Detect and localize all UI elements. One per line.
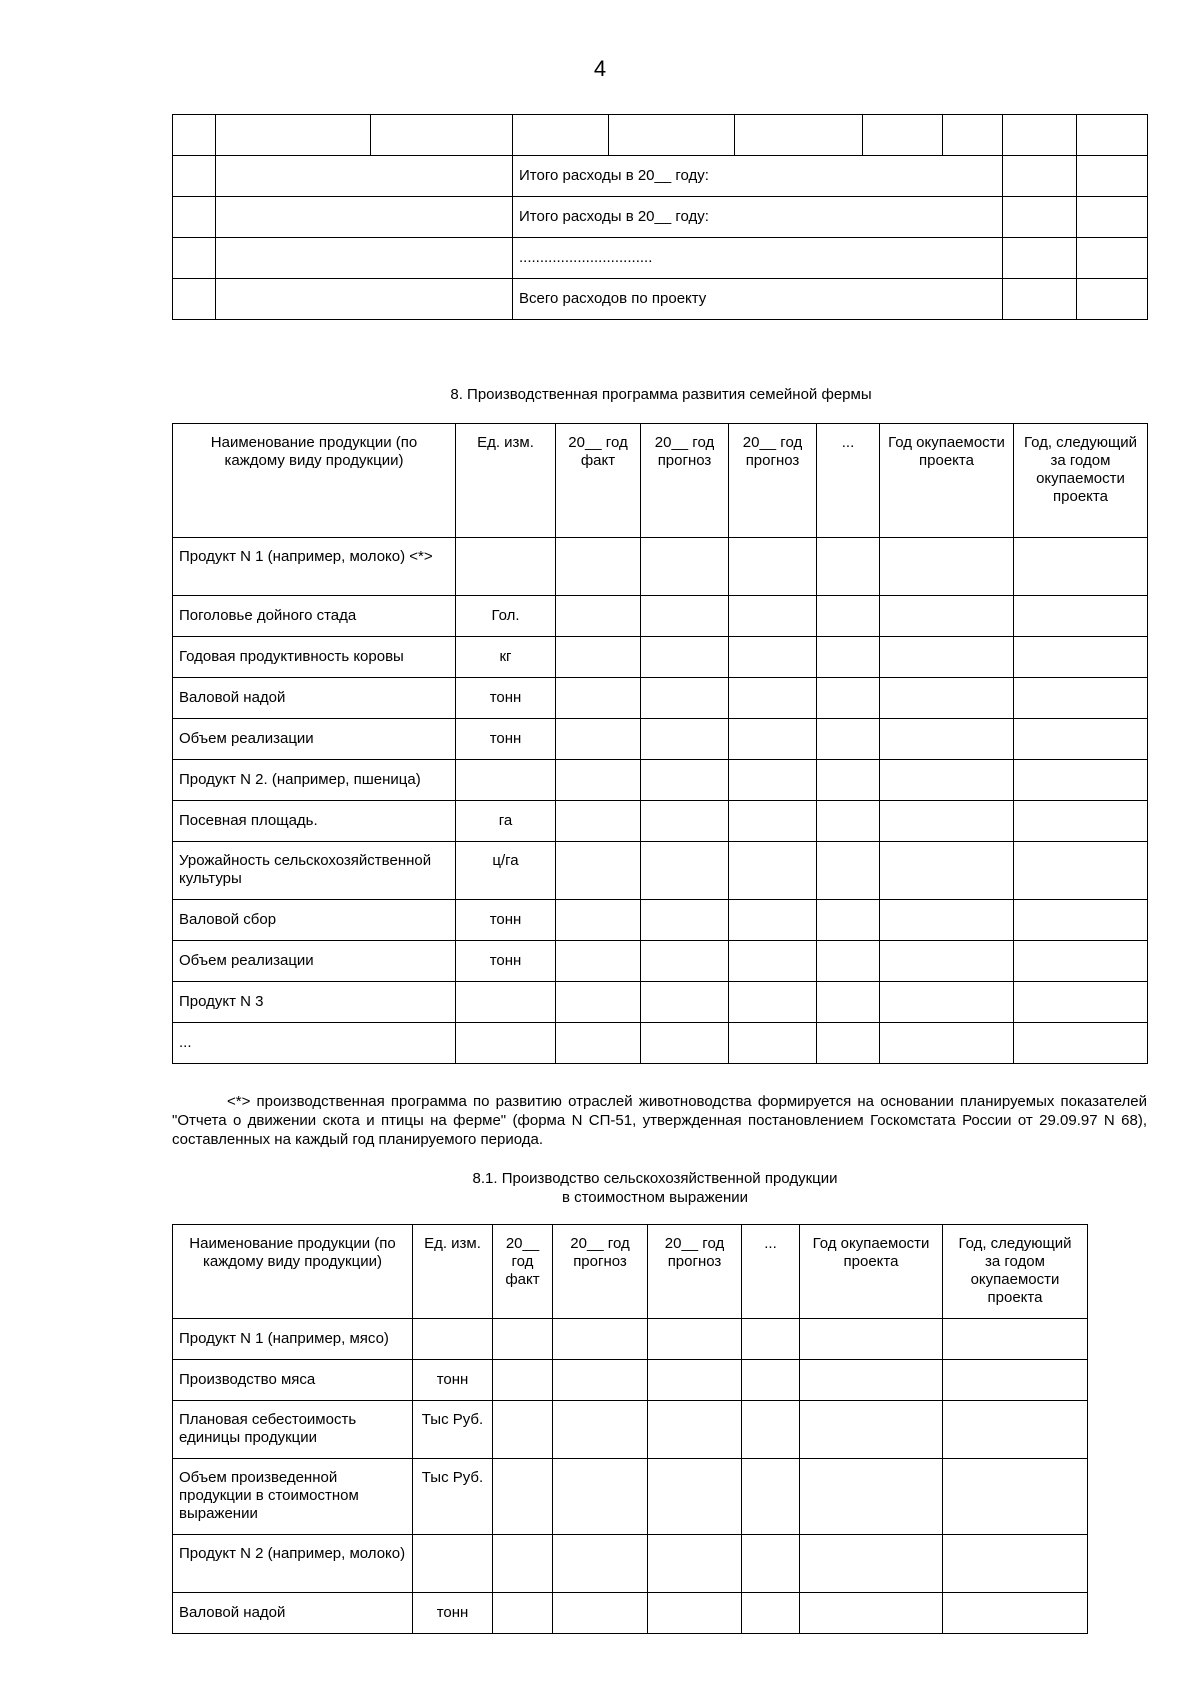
product-name: Посевная площадь. [173,801,456,842]
table-row [173,115,1148,156]
product-name: Годовая продуктивность коровы [173,637,456,678]
column-header: 20__ год факт [493,1225,553,1319]
table-row [173,279,1148,320]
product-name: Продукт N 1 (например, мясо) [173,1319,413,1360]
table-header-row [173,1225,1088,1319]
column-header: Год окупаемости проекта [880,424,1014,538]
product-name: Валовой надой [173,678,456,719]
product-name: Продукт N 2. (например, пшеница) [173,760,456,801]
unit-cell [456,1023,556,1064]
table-row [173,801,1148,842]
unit-cell: тонн [456,678,556,719]
product-name: Валовой сбор [173,900,456,941]
unit-cell [413,1535,493,1593]
table-row [173,842,1148,900]
table-row [173,197,1148,238]
table-row [173,1319,1088,1360]
table-row [173,1401,1088,1459]
unit-cell: кг [456,637,556,678]
product-name: Производство мяса [173,1360,413,1401]
column-header: Год, следующий за годом окупаемости проекта [1014,424,1148,538]
section-8-title: 8. Производственная программа развития семейной фермы [450,386,872,403]
table-row [173,1535,1088,1593]
unit-cell: тонн [413,1593,493,1634]
table-row [173,156,1148,197]
expenses-row-label: Итого расходы в 20__ году: [513,156,1003,197]
table-row [173,1360,1088,1401]
column-header: 20__ год прогноз [729,424,817,538]
expenses-row-label: ................................ [513,238,1003,279]
page-number: 4 [593,56,607,81]
table-row [173,1593,1088,1634]
table-row [173,637,1148,678]
expenses-row-label: Всего расходов по проекту [513,279,1003,320]
unit-cell [413,1319,493,1360]
section-81-title-line2: в стоимостном выражении [561,1189,749,1206]
product-name: Продукт N 1 (например, молоко) <*> [173,538,456,596]
column-header: 20__ год прогноз [553,1225,648,1319]
product-name: Поголовье дойного стада [173,596,456,637]
table-row [173,1023,1148,1064]
table-row [173,1459,1088,1535]
unit-cell: Гол. [456,596,556,637]
column-header: Ед. изм. [456,424,556,538]
column-header: 20__ год факт [556,424,641,538]
table-row [173,238,1148,279]
unit-cell: Тыс Руб. [413,1401,493,1459]
column-header: Наименование продукции (по каждому виду продукции) [173,1225,413,1319]
column-header: Год, следующий за годом окупаемости проекта [943,1225,1088,1319]
product-name: Объем реализации [173,941,456,982]
unit-cell: га [456,801,556,842]
section-81-title-line1: 8.1. Производство сельскохозяйственной продукции [472,1170,838,1187]
table-row [173,982,1148,1023]
product-name: Продукт N 2 (например, молоко) [173,1535,413,1593]
column-header: Ед. изм. [413,1225,493,1319]
product-name: Валовой надой [173,1593,413,1634]
expenses-row-label: Итого расходы в 20__ году: [513,197,1003,238]
table-row [173,900,1148,941]
product-name: Плановая себестоимость единицы продукции [173,1401,413,1459]
footnote: <*> производственная программа по развитию отраслей животноводства формируется на основании планируемых показателей "Отчета о движении скота и птицы на ферме" (форма N СП-51, утвержденная постановлением Госкомстата России от 29.09.97 N 68), составленных на каждый год планируемого периода. [172,1093,1147,1148]
product-name: Объем произведенной продукции в стоимостном выражении [173,1459,413,1535]
table-row [173,596,1148,637]
column-header: Наименование продукции (по каждому виду продукции) [173,424,456,538]
column-header: 20__ год прогноз [641,424,729,538]
table-row [173,538,1148,596]
expenses-table [172,114,1148,320]
production-program-table [172,423,1148,1064]
unit-cell: тонн [456,900,556,941]
unit-cell [456,760,556,801]
column-header: Год окупаемости проекта [800,1225,943,1319]
unit-cell: ц/га [456,842,556,900]
table-header-row [173,424,1148,538]
unit-cell: Тыс Руб. [413,1459,493,1535]
unit-cell [456,982,556,1023]
product-name: Объем реализации [173,719,456,760]
unit-cell [456,538,556,596]
unit-cell: тонн [413,1360,493,1401]
table-row [173,678,1148,719]
column-header: ... [817,424,880,538]
unit-cell: тонн [456,941,556,982]
product-name: Продукт N 3 [173,982,456,1023]
column-header: ... [742,1225,800,1319]
product-name: ... [173,1023,456,1064]
table-row [173,719,1148,760]
table-row [173,760,1148,801]
unit-cell: тонн [456,719,556,760]
product-name: Урожайность сельскохозяйственной культуры [173,842,456,900]
table-row [173,941,1148,982]
production-value-table [172,1224,1088,1634]
column-header: 20__ год прогноз [648,1225,742,1319]
